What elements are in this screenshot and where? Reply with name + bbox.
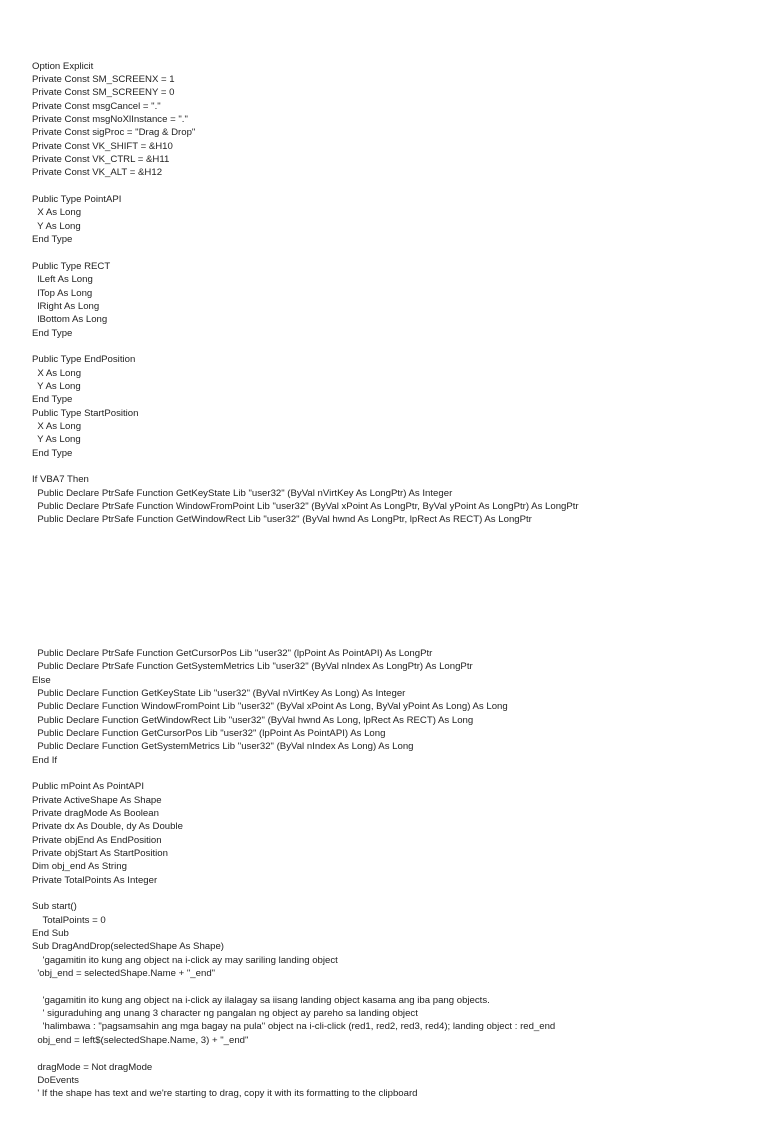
code-line: Private Const sigProc = "Drag & Drop" (32, 127, 196, 139)
code-line: Public Type EndPosition (32, 354, 136, 366)
code-line: lRight As Long (32, 300, 100, 312)
blank-gap (32, 553, 579, 620)
code-line: Public Declare Function WindowFromPoint Lib "user32" (ByVal xPoint As Long, ByVal yPoint As Long) As Long (32, 701, 508, 713)
code-line: Private Const VK_SHIFT = &H10 (32, 140, 173, 152)
code-line: End Sub (32, 928, 69, 940)
code-line: Public Declare PtrSafe Function GetWindowRect Lib "user32" (ByVal hwnd As LongPtr, lpRect As RECT) As LongPtr (32, 514, 532, 526)
code-line: Private dx As Double, dy As Double (32, 821, 183, 833)
code-line: Private Const VK_ALT = &H12 (32, 167, 163, 179)
code-line: End Type (32, 447, 73, 459)
code-line: X As Long (32, 420, 82, 432)
code-line: Public Type RECT (32, 260, 111, 272)
code-line: Private Const msgCancel = "." (32, 100, 161, 112)
code-line: Private ActiveShape As Shape (32, 794, 162, 806)
code-line: obj_end = left$(selectedShape.Name, 3) + "_end" (32, 1034, 249, 1046)
code-line: Public Type StartPosition (32, 407, 139, 419)
code-line (32, 180, 579, 193)
code-line: Public Declare PtrSafe Function GetSystemMetrics Lib "user32" (ByVal nIndex As LongPtr) As LongPtr (32, 661, 473, 673)
code-line: Private objStart As StartPosition (32, 848, 168, 859)
code-line: dragMode = Not dragMode (32, 1061, 153, 1073)
code-line (32, 887, 579, 900)
code-line: Sub DragAndDrop(selectedShape As Shape) (32, 941, 224, 953)
code-line: Y As Long (32, 434, 81, 446)
code-line: Private objEnd As EndPosition (32, 834, 162, 846)
code-line (32, 767, 579, 780)
code-line (32, 460, 579, 473)
code-line: DoEvents (32, 1074, 79, 1086)
code-line: Y As Long (32, 380, 81, 392)
code-block-declarations (32, 60, 579, 527)
code-line: lBottom As Long (32, 314, 108, 326)
code-line: End Type (32, 234, 73, 246)
vba-code-listing (32, 33, 579, 1127)
code-block-procedures (32, 647, 579, 1101)
code-line: 'obj_end = selectedShape.Name + "_end" (32, 968, 216, 980)
code-line (32, 247, 579, 260)
code-line: Private TotalPoints As Integer (32, 874, 158, 886)
code-line (32, 340, 579, 353)
code-line: Dim obj_end As String (32, 861, 127, 873)
code-line: ' siguraduhing ang unang 3 character ng pangalan ng object ay pareho sa landing object (32, 1008, 418, 1020)
code-line: Public Declare Function GetCursorPos Lib "user32" (lpPoint As PointAPI) As Long (32, 727, 386, 739)
code-line: Public Declare Function GetSystemMetrics Lib "user32" (ByVal nIndex As Long) As Long (32, 741, 414, 753)
code-line: Option Explicit (32, 60, 94, 72)
code-line: If VBA7 Then (32, 474, 89, 486)
code-line: Sub start() (32, 901, 77, 913)
code-line: X As Long (32, 207, 82, 219)
code-line: Public Declare Function GetKeyState Lib "user32" (ByVal nVirtKey As Long) As Integer (32, 687, 406, 699)
code-line: Private Const VK_CTRL = &H11 (32, 154, 170, 166)
code-line: TotalPoints = 0 (32, 914, 106, 926)
code-line: 'halimbawa : "pagsamsahin ang mga bagay na pula" object na i-cli-click (red1, red2, red3, red4); landing object : red_end (32, 1021, 556, 1033)
code-line: lTop As Long (32, 287, 93, 299)
code-line: 'gagamitin ito kung ang object na i-click ay may sariling landing object (32, 954, 338, 966)
code-line: Private Const msgNoXlInstance = "." (32, 114, 188, 126)
code-line: Private Const SM_SCREENX = 1 (32, 74, 175, 86)
code-line: Private Const SM_SCREENY = 0 (32, 87, 175, 99)
code-line: Public Type PointAPI (32, 194, 122, 206)
code-line (32, 980, 579, 993)
code-line: Public mPoint As PointAPI (32, 781, 144, 793)
code-line: Else (32, 674, 51, 686)
code-line: Public Declare PtrSafe Function GetCursorPos Lib "user32" (lpPoint As PointAPI) As LongPtr (32, 647, 433, 659)
code-line: Public Declare Function GetWindowRect Lib "user32" (ByVal hwnd As Long, lpRect As RECT) As Long (32, 714, 474, 726)
code-line: End If (32, 754, 58, 766)
code-line: X As Long (32, 367, 82, 379)
code-line: Y As Long (32, 220, 81, 232)
code-line: End Type (32, 327, 73, 339)
code-line: Private dragMode As Boolean (32, 807, 159, 819)
code-line (32, 1047, 579, 1060)
code-line: End Type (32, 394, 73, 406)
code-line: lLeft As Long (32, 274, 93, 286)
code-line: Public Declare PtrSafe Function WindowFromPoint Lib "user32" (ByVal xPoint As LongPtr, ByVal yPoint As LongPtr) As LongPtr (32, 501, 579, 513)
code-line: 'gagamitin ito kung ang object na i-click ay ilalagay sa iisang landing object kasama ang iba pang objects. (32, 994, 490, 1006)
code-line: Public Declare PtrSafe Function GetKeyState Lib "user32" (ByVal nVirtKey As LongPtr) As Integer (32, 487, 453, 499)
code-line: ' If the shape has text and we're starting to drag, copy it with its formatting to the clipboard (32, 1088, 418, 1100)
